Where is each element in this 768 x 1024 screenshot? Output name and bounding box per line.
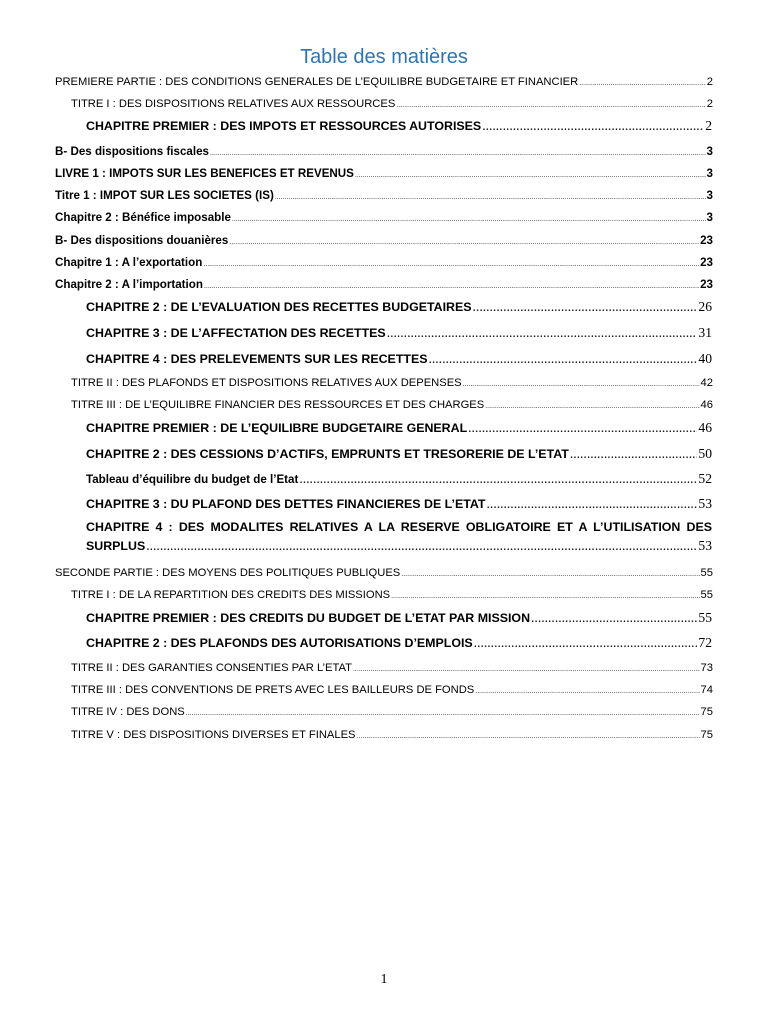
toc-entry-page: 74: [700, 684, 713, 696]
toc-entry[interactable]: [55, 145, 713, 158]
toc-entry-text-continued: SURPLUS: [86, 539, 146, 553]
toc-entry-text: CHAPITRE 2 : DES CESSIONS D’ACTIFS, EMPRUNTS ET TRESORERIE DE L’ETAT: [86, 447, 569, 461]
toc-entry-page: 52: [698, 471, 712, 486]
toc-entry-page: 3: [706, 211, 713, 224]
toc-entry-page: 2: [706, 98, 713, 110]
dot-leader: [487, 496, 698, 512]
dot-leader: [299, 471, 697, 487]
dot-leader: [473, 299, 698, 315]
toc-entry-page: 31: [698, 325, 712, 340]
toc-entry[interactable]: [55, 234, 713, 247]
page-number: 1: [380, 972, 388, 987]
dot-leader: [531, 610, 697, 626]
toc-entry-text: CHAPITRE 2 : DES PLAFONDS DES AUTORISATIONS D’EMPLOIS: [86, 636, 473, 650]
dot-leader: [355, 172, 706, 179]
toc-entry-page: 53: [698, 496, 712, 511]
dot-leader: [428, 351, 697, 367]
toc-entry-text: CHAPITRE 4 : DES PRELEVEMENTS SUR LES RECETTES: [86, 352, 428, 366]
toc-entry-text: SECONDE PARTIE : DES MOYENS DES POLITIQUES PUBLIQUES: [55, 567, 401, 579]
toc-entry-page: 3: [706, 145, 713, 158]
toc-entry-text: CHAPITRE PREMIER : DES IMPOTS ET RESSOURCES AUTORISES: [86, 119, 482, 133]
toc-entry[interactable]: [86, 520, 712, 554]
dot-leader: [396, 102, 705, 109]
toc-entry-text: TITRE II : DES GARANTIES CONSENTIES PAR L’ETAT: [71, 662, 352, 674]
toc-entry[interactable]: [55, 567, 713, 579]
toc-entry-page: 2: [705, 118, 712, 133]
toc-entry[interactable]: [86, 446, 712, 462]
toc-entry-text: CHAPITRE 3 : DE L’AFFECTATION DES RECETTES: [86, 326, 386, 340]
toc-entry-page: 23: [700, 278, 713, 291]
toc-entry-text: Tableau d’équilibre du budget de l’Etat: [86, 473, 299, 486]
toc-entry[interactable]: [55, 76, 713, 88]
toc-entry[interactable]: [86, 496, 712, 512]
dot-leader: [579, 80, 706, 87]
dot-leader: [229, 239, 699, 246]
toc-entry[interactable]: [86, 325, 712, 341]
toc-entry-page: 46: [698, 420, 712, 435]
dot-leader: [482, 118, 704, 134]
toc-entry-text: TITRE IV : DES DONS: [71, 706, 185, 718]
toc-entry-text: TITRE I : DES DISPOSITIONS RELATIVES AUX RESSOURCES: [71, 98, 396, 110]
toc-entry-page: 75: [700, 706, 713, 718]
toc-entry-page: 55: [698, 610, 712, 625]
toc-entry-text: LIVRE 1 : IMPOTS SUR LES BENEFICES ET REVENUS: [55, 167, 354, 180]
dot-leader: [401, 571, 699, 578]
toc-entry-page: 72: [698, 635, 712, 650]
toc-entry-text: TITRE V : DES DISPOSITIONS DIVERSES ET FINALES: [71, 729, 356, 741]
toc-entry-text: TITRE II : DES PLAFONDS ET DISPOSITIONS RELATIVES AUX DEPENSES: [71, 377, 462, 389]
toc-entry-text: PREMIERE PARTIE : DES CONDITIONS GENERALES DE L’EQUILIBRE BUDGETAIRE ET FINANCIER: [55, 76, 579, 88]
toc-entry-text: CHAPITRE 3 : DU PLAFOND DES DETTES FINANCIERES DE L’ETAT: [86, 497, 486, 511]
toc-entry[interactable]: [86, 118, 712, 134]
dot-leader: [485, 403, 699, 410]
toc-entry-page: 3: [706, 167, 713, 180]
dot-leader: [468, 420, 697, 436]
toc-entry-page: 26: [698, 299, 712, 314]
toc-entry-page: 53: [698, 538, 712, 553]
toc-entry-text: CHAPITRE PREMIER : DES CREDITS DU BUDGET DE L’ETAT PAR MISSION: [86, 611, 531, 625]
toc-entry[interactable]: [86, 299, 712, 315]
toc-entry[interactable]: [55, 167, 713, 180]
toc-entry[interactable]: [86, 351, 712, 367]
toc-entry[interactable]: [71, 98, 713, 110]
toc-entry-text: TITRE III : DE L’EQUILIBRE FINANCIER DES RESSOURCES ET DES CHARGES: [71, 399, 485, 411]
toc-title: Table des matières: [300, 46, 468, 68]
toc-entry[interactable]: [71, 662, 713, 674]
toc-entry-page: 55: [700, 589, 713, 601]
toc-entry-page: 73: [700, 662, 713, 674]
dot-leader: [570, 446, 698, 462]
toc-entry-text: CHAPITRE 2 : DE L’EVALUATION DES RECETTES BUDGETAIRES: [86, 300, 472, 314]
dot-leader: [146, 538, 697, 554]
toc-entry[interactable]: [86, 471, 712, 487]
toc-entry-page: 23: [700, 256, 713, 269]
toc-entry-page: 40: [698, 351, 712, 366]
toc-entry[interactable]: [71, 706, 713, 718]
dot-leader: [204, 283, 699, 290]
dot-leader: [353, 666, 700, 673]
toc-entry[interactable]: [86, 610, 712, 626]
toc-entry[interactable]: [86, 420, 712, 436]
toc-entry-text: CHAPITRE PREMIER : DE L’EQUILIBRE BUDGETAIRE GENERAL: [86, 421, 468, 435]
toc-entry-text: B- Des dispositions fiscales: [55, 145, 209, 158]
toc-entry[interactable]: [55, 211, 713, 224]
toc-entry-text: Chapitre 1 : A l’exportation: [55, 256, 203, 269]
toc-entry-text: Chapitre 2 : Bénéfice imposable: [55, 211, 231, 224]
toc-entry-text: B- Des dispositions douanières: [55, 234, 229, 247]
dot-leader: [275, 194, 706, 201]
toc-entry[interactable]: [86, 635, 712, 651]
toc-entry[interactable]: [71, 377, 713, 389]
dot-leader: [357, 733, 700, 740]
toc-entry-page: 2: [706, 76, 713, 88]
toc-entry-page: 23: [700, 234, 713, 247]
toc-entry[interactable]: [55, 256, 713, 269]
dot-leader: [387, 325, 698, 341]
toc-entry[interactable]: [55, 189, 713, 202]
toc-entry[interactable]: [71, 589, 713, 601]
toc-entry[interactable]: [55, 278, 713, 291]
dot-leader: [475, 688, 699, 695]
toc-entry-page: 55: [700, 567, 713, 579]
toc-entry-page: 50: [698, 446, 712, 461]
toc-entry[interactable]: [71, 729, 713, 741]
dot-leader: [232, 216, 706, 223]
dot-leader: [474, 635, 698, 651]
toc-entry-page: 46: [700, 399, 713, 411]
dot-leader: [463, 381, 700, 388]
toc-entry-text: CHAPITRE 4 : DES MODALITES RELATIVES A LA RESERVE OBLIGATOIRE ET A L’UTILISATION DES: [86, 520, 712, 534]
toc-entry[interactable]: [71, 684, 713, 696]
dot-leader: [186, 710, 700, 717]
toc-entry-page: 75: [700, 729, 713, 741]
toc-entry-text: Chapitre 2 : A l’importation: [55, 278, 203, 291]
dot-leader: [210, 150, 706, 157]
toc-entry-page: 3: [706, 189, 713, 202]
toc-entry-text: TITRE III : DES CONVENTIONS DE PRETS AVEC LES BAILLEURS DE FONDS: [71, 684, 475, 696]
toc-entry-page: 42: [700, 377, 713, 389]
dot-leader: [203, 261, 699, 268]
toc-entry[interactable]: [71, 399, 713, 411]
toc-entry-text: TITRE I : DE LA REPARTITION DES CREDITS DES MISSIONS: [71, 589, 391, 601]
dot-leader: [391, 593, 699, 600]
toc-entry-text: Titre 1 : IMPOT SUR LES SOCIETES (IS): [55, 189, 274, 202]
